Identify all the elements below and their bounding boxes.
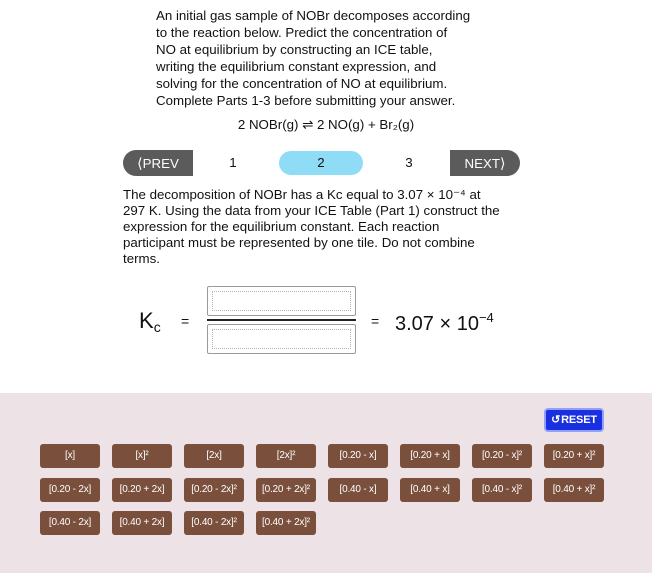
answer-tile[interactable]: [0.20 + x]² [544, 444, 604, 468]
answer-tile[interactable]: [0.20 - 2x] [40, 478, 100, 502]
kc-letter: K [139, 308, 154, 333]
next-label: NEXT [464, 156, 500, 171]
intro-text [156, 7, 516, 109]
numerator-drop-zone[interactable] [207, 286, 356, 316]
kc-symbol [139, 308, 161, 335]
reset-button[interactable] [544, 408, 604, 432]
question-line: participant must be represented by one tile. Do not combine [123, 235, 475, 250]
answer-tile[interactable]: [x]² [112, 444, 172, 468]
undo-icon: ↺ [551, 414, 561, 426]
kc-value-exponent: −4 [478, 310, 494, 325]
answer-tile[interactable]: [0.20 + x] [400, 444, 460, 468]
answer-tile[interactable]: [0.40 - x]² [472, 478, 532, 502]
answer-tile[interactable]: [0.40 - 2x] [40, 511, 100, 535]
equals-sign: = [181, 313, 190, 329]
intro-line: An initial gas sample of NOBr decomposes according [156, 8, 471, 23]
intro-line: writing the equilibrium constant expression, and [156, 59, 437, 74]
answer-tile[interactable]: [x] [40, 444, 100, 468]
question-line: expression for the equilibrium constant. Each reaction [123, 219, 440, 234]
answer-tile[interactable]: [0.20 + 2x]² [256, 478, 316, 502]
answer-tile[interactable]: [0.40 + x] [400, 478, 460, 502]
question-line: 297 K. Using the data from your ICE Table (Part 1) construct the [123, 203, 500, 218]
question-line: The decomposition of NOBr has a Kc equal to 3.07 × 10⁻⁴ at [123, 187, 481, 202]
kc-value-mantissa: 3.07 × 10 [395, 313, 479, 335]
answer-tile[interactable]: [0.40 + 2x] [112, 511, 172, 535]
answer-tile[interactable]: [0.40 - 2x]² [184, 511, 244, 535]
intro-line: Complete Parts 1-3 before submitting your answer. [156, 93, 456, 108]
answer-tile[interactable]: [2x] [184, 444, 244, 468]
question-line: terms. [123, 251, 160, 266]
intro-line: to the reaction below. Predict the concentration of [156, 25, 448, 40]
prev-button[interactable] [123, 150, 193, 176]
step-1-button[interactable]: 1 [229, 155, 237, 170]
answer-tile[interactable]: [0.20 + 2x] [112, 478, 172, 502]
intro-line: NO at equilibrium by constructing an ICE table, [156, 42, 433, 57]
reaction-equation: 2 NOBr(g) ⇌ 2 NO(g) + Br₂(g) [237, 117, 415, 132]
kc-subscript: c [153, 319, 161, 335]
chevron-right-icon: ⟩ [500, 155, 506, 171]
answer-tile[interactable]: [0.20 - 2x]² [184, 478, 244, 502]
kc-value [395, 310, 494, 336]
answer-tile[interactable]: [0.40 + x]² [544, 478, 604, 502]
answer-tile[interactable]: [0.40 + 2x]² [256, 511, 316, 535]
equals-sign: = [371, 313, 380, 329]
fraction-bar [207, 319, 356, 321]
answer-tile[interactable]: [0.40 - x] [328, 478, 388, 502]
denominator-drop-zone[interactable] [207, 324, 356, 354]
answer-tile[interactable]: [2x]² [256, 444, 316, 468]
step-navigation [123, 150, 520, 176]
reset-label: RESET [561, 414, 597, 426]
step-2-button[interactable]: 2 [279, 151, 363, 175]
step-3-button[interactable]: 3 [405, 155, 413, 170]
chevron-left-icon: ⟨ [137, 155, 143, 171]
answer-tile[interactable]: [0.20 - x] [328, 444, 388, 468]
answer-tile[interactable]: [0.20 - x]² [472, 444, 532, 468]
question-text [123, 187, 528, 267]
intro-line: solving for the concentration of NO at equilibrium. [156, 76, 448, 91]
prev-label: PREV [142, 156, 179, 171]
next-button[interactable] [450, 150, 520, 176]
